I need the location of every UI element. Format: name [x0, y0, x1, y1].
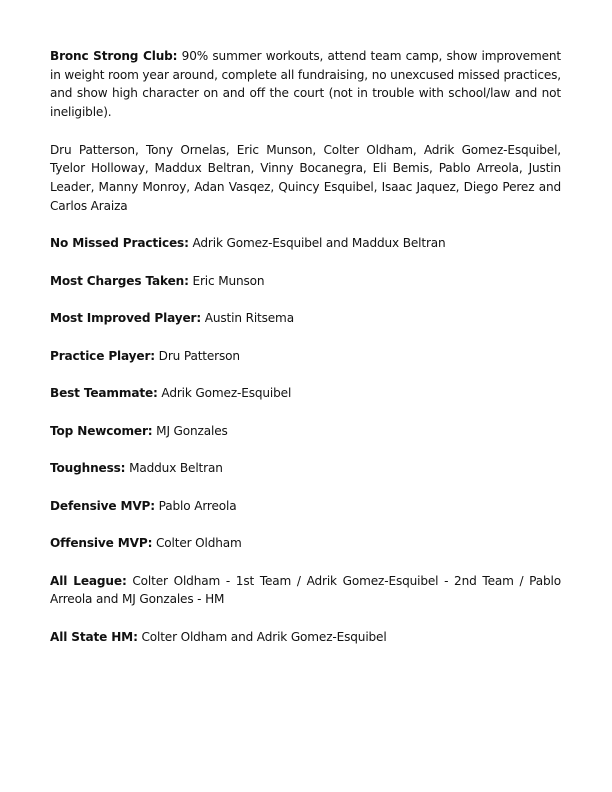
award-label: Best Teammate:: [50, 386, 158, 401]
award-label: Most Improved Player:: [50, 311, 202, 326]
award-value: Colter Oldham: [155, 536, 242, 551]
award-value: Austin Ritsema: [204, 311, 294, 326]
bronc-strong-club-paragraph: [50, 47, 561, 122]
award-practice-player: [50, 347, 561, 366]
award-label: No Missed Practices:: [50, 236, 189, 251]
award-offensive-mvp: [50, 534, 561, 553]
award-label: Defensive MVP:: [50, 498, 155, 513]
award-label: All State HM:: [50, 629, 138, 644]
award-toughness: [50, 459, 561, 478]
award-all-league: [50, 572, 561, 609]
award-defensive-mvp: [50, 497, 561, 516]
club-members-paragraph: Dru Patterson, Tony Ornelas, Eric Munson, Colter Oldham, Adrik Gomez-Esquibel, Tyelor Holloway, Maddux Beltran, Vinny Bocanegra, Eli Bemis, Pablo Arreola, Justin Leader, Manny Monroy, Adan Vasqez, Quincy Esquibel, Isaac Jaquez, Diego Perez and Carlos Araiza: [50, 142, 561, 213]
award-label: Top Newcomer:: [50, 423, 153, 438]
award-most-charges-taken: [50, 272, 561, 291]
award-most-improved-player: [50, 309, 561, 328]
award-value: Pablo Arreola: [158, 498, 237, 513]
award-no-missed-practices: [50, 234, 561, 253]
club-label: Bronc Strong Club:: [50, 49, 178, 63]
award-label: Toughness:: [50, 461, 126, 476]
award-value: Colter Oldham and Adrik Gomez-Esquibel: [141, 629, 387, 644]
document-page: [50, 47, 561, 665]
award-value: Adrik Gomez-Esquibel and Maddux Beltran: [192, 236, 446, 251]
award-all-state-hm: [50, 628, 561, 647]
award-value: Dru Patterson: [158, 348, 240, 363]
award-label: All League:: [50, 573, 127, 588]
award-top-newcomer: [50, 422, 561, 441]
award-value: MJ Gonzales: [156, 423, 228, 438]
award-value: Maddux Beltran: [129, 461, 223, 476]
award-label: Offensive MVP:: [50, 536, 153, 551]
award-value: Colter Oldham - 1st Team / Adrik Gomez-Esquibel - 2nd Team / Pablo Arreola and MJ Gonzales - HM: [50, 573, 561, 607]
award-best-teammate: [50, 384, 561, 403]
club-requirements: 90% summer workouts, attend team camp, show improvement in weight room year around, complete all fundraising, no unexcused missed practices, and show high character on and off the court (not in trouble with school/law and not ineligible).: [50, 49, 561, 120]
award-value: Eric Munson: [192, 273, 265, 288]
award-label: Practice Player:: [50, 348, 155, 363]
award-label: Most Charges Taken:: [50, 273, 189, 288]
award-value: Adrik Gomez-Esquibel: [161, 386, 292, 401]
